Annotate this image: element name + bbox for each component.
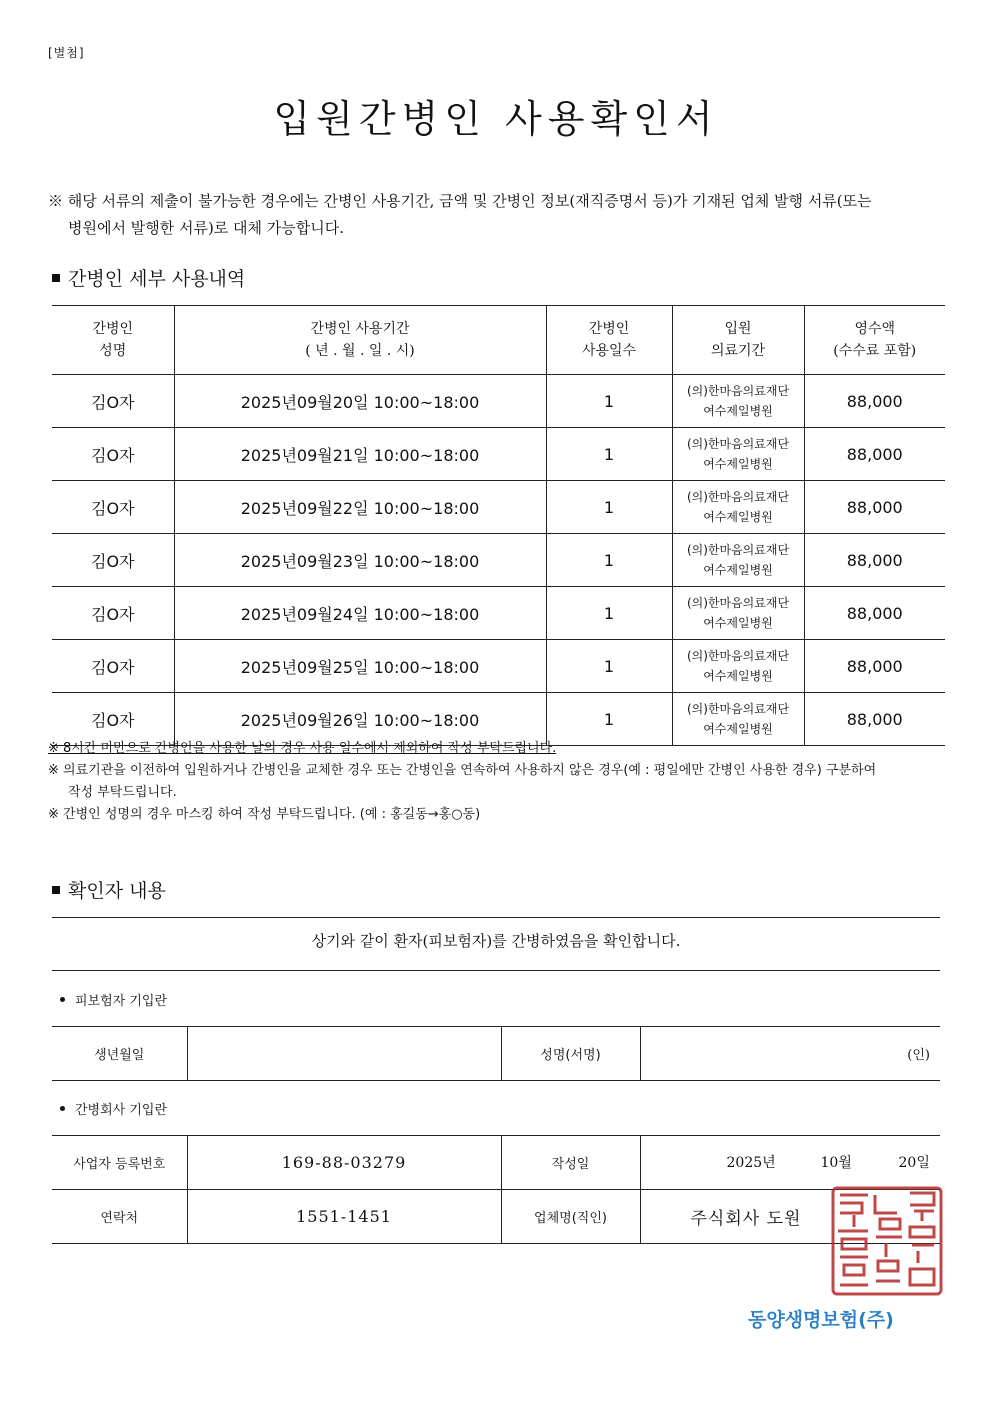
note-2: ※ 의료기관을 이전하여 입원하거나 간병인을 교체한 경우 또는 간병인을 연속하여 사용하지 않은 경우(예 : 평일에만 간병인 사용한 경우) 구분하여 [48, 763, 877, 778]
divider [52, 917, 940, 918]
cell-name: 김O자 [52, 693, 174, 746]
cell-amount: 88,000 [804, 481, 945, 534]
cell-period: 2025년09월25일 10:00~18:00 [174, 640, 546, 693]
contact-label: 연락처 [52, 1190, 187, 1244]
usage-section-heading [52, 264, 245, 291]
note-3: ※ 간병인 성명의 경우 마스킹 하여 작성 부탁드립니다. (예 : 홍길동→홍○동) [48, 807, 481, 822]
contact-field[interactable]: 1551-1451 [187, 1190, 501, 1244]
cell-amount: 88,000 [804, 640, 945, 693]
company-name-field[interactable]: 주식회사 도원 [640, 1190, 940, 1244]
cell-period: 2025년09월21일 10:00~18:00 [174, 428, 546, 481]
table-row [52, 428, 945, 481]
header-hospital: 입원 의료기간 [672, 306, 804, 375]
bullet-dot-icon [60, 997, 65, 1002]
cell-name: 김O자 [52, 428, 174, 481]
header-caregiver-name: 간병인 성명 [52, 306, 174, 375]
insured-heading-text: 피보험자 기입란 [75, 994, 168, 1009]
table-row [52, 481, 945, 534]
dob-label: 생년월일 [52, 1027, 187, 1081]
cell-amount: 88,000 [804, 587, 945, 640]
cell-days: 1 [546, 481, 672, 534]
cell-hospital: (의)한마음의료재단 여수제일병원 [672, 693, 804, 746]
usage-table [52, 305, 945, 746]
date-month: 10월 [820, 1155, 852, 1171]
cell-amount: 88,000 [804, 693, 945, 746]
confirm-statement: 상기와 같이 환자(피보험자)를 간병하였음을 확인합니다. [311, 932, 681, 950]
cell-period: 2025년09월23일 10:00~18:00 [174, 534, 546, 587]
table-row [52, 587, 945, 640]
date-day: 20일 [898, 1155, 930, 1171]
cell-name: 김O자 [52, 375, 174, 428]
insured-subheading [60, 990, 167, 1009]
date-year: 2025년 [726, 1155, 776, 1171]
written-date-field[interactable] [640, 1136, 940, 1190]
page-title: 입원간병인 사용확인서 [273, 97, 719, 141]
divider [52, 970, 940, 971]
dob-field[interactable] [187, 1027, 501, 1081]
written-date-label: 작성일 [501, 1136, 640, 1190]
cell-days: 1 [546, 693, 672, 746]
biz-number-label: 사업자 등록번호 [52, 1136, 187, 1190]
cell-days: 1 [546, 375, 672, 428]
cell-days: 1 [546, 428, 672, 481]
cell-hospital: (의)한마음의료재단 여수제일병원 [672, 640, 804, 693]
note-2-cont: 작성 부탁드립니다. [68, 785, 177, 800]
cell-amount: 88,000 [804, 428, 945, 481]
company-table [52, 1135, 940, 1244]
table-row [52, 375, 945, 428]
square-bullet-icon [52, 274, 60, 282]
cell-name: 김O자 [52, 481, 174, 534]
insured-name-label: 성명(서명) [501, 1027, 640, 1081]
cell-name: 김O자 [52, 534, 174, 587]
insured-signature-field[interactable] [640, 1027, 940, 1081]
cell-days: 1 [546, 640, 672, 693]
notice [48, 188, 948, 242]
cell-hospital: (의)한마음의료재단 여수제일병원 [672, 587, 804, 640]
cell-days: 1 [546, 534, 672, 587]
usage-header-row [52, 306, 945, 375]
confirm-heading-text: 확인자 내용 [68, 880, 166, 902]
cell-hospital: (의)한마음의료재단 여수제일병원 [672, 534, 804, 587]
brand-logo-text: 동양생명보험(주) [748, 1309, 894, 1331]
cell-hospital: (의)한마음의료재단 여수제일병원 [672, 481, 804, 534]
company-heading-text: 간병회사 기입란 [75, 1103, 168, 1118]
cell-name: 김O자 [52, 640, 174, 693]
company-seal-stamp [830, 1185, 944, 1297]
header-days: 간병인 사용일수 [546, 306, 672, 375]
cell-hospital: (의)한마음의료재단 여수제일병원 [672, 428, 804, 481]
note-1: ※ 8시간 미만으로 간병인을 사용한 날의 경우 사용 일수에서 제외하여 작성 부탁드립니다. [48, 741, 557, 756]
biz-number-field[interactable]: 169-88-03279 [187, 1136, 501, 1190]
usage-heading-text: 간병인 세부 사용내역 [68, 268, 246, 290]
cell-period: 2025년09월20일 10:00~18:00 [174, 375, 546, 428]
company-subheading [60, 1099, 167, 1118]
notice-line-2: 병원에서 발행한 서류)로 대체 가능합니다. [68, 219, 345, 237]
cell-period: 2025년09월26일 10:00~18:00 [174, 693, 546, 746]
insured-table [52, 1026, 940, 1081]
confirm-section-heading [52, 876, 166, 903]
square-bullet-icon [52, 886, 60, 894]
notice-line-1: ※ 해당 서류의 제출이 불가능한 경우에는 간병인 사용기간, 금액 및 간병인 정보(재직증명서 등)가 기재된 업체 발행 서류(또는 [48, 192, 872, 210]
cell-period: 2025년09월22일 10:00~18:00 [174, 481, 546, 534]
cell-name: 김O자 [52, 587, 174, 640]
cell-period: 2025년09월24일 10:00~18:00 [174, 587, 546, 640]
seal-mark-text: (인) [907, 1048, 930, 1063]
header-period: 간병인 사용기간 ( 년 . 월 . 일 . 시) [174, 306, 546, 375]
cell-days: 1 [546, 587, 672, 640]
bullet-dot-icon [60, 1106, 65, 1111]
cell-amount: 88,000 [804, 375, 945, 428]
company-name-label: 업체명(직인) [501, 1190, 640, 1244]
cell-hospital: (의)한마음의료재단 여수제일병원 [672, 375, 804, 428]
header-amount: 영수액 (수수료 포함) [804, 306, 945, 375]
attachment-label: [별첨] [48, 46, 85, 60]
cell-amount: 88,000 [804, 534, 945, 587]
table-row [52, 640, 945, 693]
usage-notes [48, 738, 948, 826]
table-row [52, 534, 945, 587]
